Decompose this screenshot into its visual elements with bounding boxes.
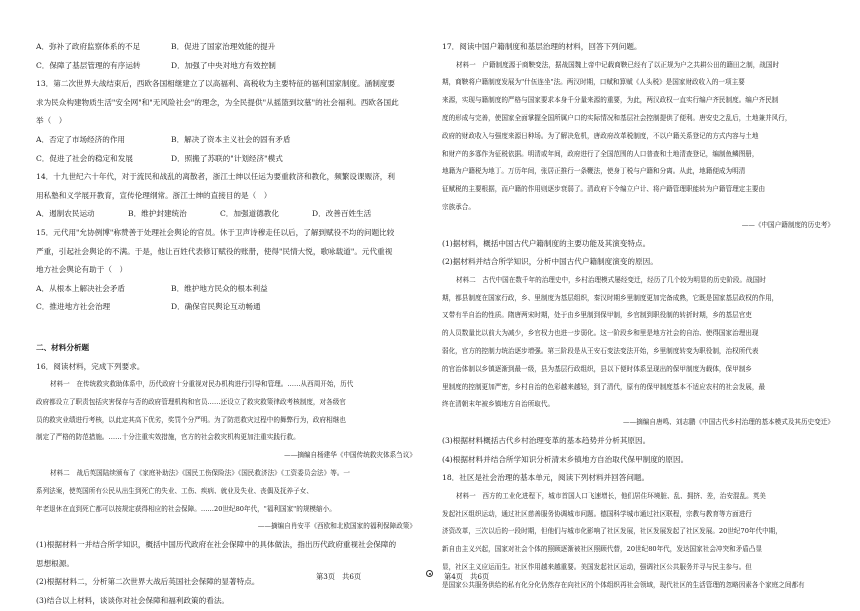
material-1 [36, 376, 416, 447]
section-heading: 二、材料分析题 [36, 342, 90, 352]
material-text: 显，社区主义应运而生。社区作用越来越重要。美国发起社区运动，强调社区公共服务并寻与民主参与。但 [442, 562, 752, 571]
material-text: 材料一 户籍制度源于商鞅变法，据战国魏上帝中记载商鞅已经有了以正规为户之共耕公田的籍田之制，战国时 [456, 60, 780, 69]
left-page-column [0, 0, 430, 608]
material-text: 征赋税的主要根据，而户籍的作用则逐步衰弱了。清政府下令编立户计、将户籍管理职能转为户籍管理定主要由 [442, 185, 766, 194]
material-text: 度的形成与完善，使国家全面掌握全国所属户口的实际情况和基层社会控制提供了便利。唐安史之乱后，土地兼并风行， [442, 113, 792, 122]
q15-options [36, 280, 416, 299]
option-d: D．确保官民舆论互动畅通 [171, 302, 261, 312]
material-text: 的人员数量比以前大为减少，乡官权力也进一步弱化。这一阶段乡和里是地方社会的自治、使得国家治理出现 [442, 329, 759, 338]
material-text: 来源，实现与籍制度的严格与国家要求本身千分量来源的重要，为此，两汉政权一直实行编户齐民制度。编户齐民制 [442, 96, 779, 105]
option-c: C．加强道德教化 [220, 209, 279, 219]
material-text: 期，都县制度在国家行政，乡、里制度为基层组织，秦汉时期乡里制度更加完备成熟，它既是国家基层政权的作用， [442, 293, 779, 302]
question-16: 16．阅读材料，完成下列要求。 [36, 361, 145, 371]
requirement-text: (1)据材料，概括中国古代户籍制度的主要功能及其演变特点。 [442, 238, 651, 248]
requirement-text: (4)根据材料并结合所学知识分析清末乡镇地方自治取代保甲制度的原因。 [442, 454, 689, 464]
option-c: C．保障了基层管理的有序运转 [36, 60, 141, 70]
material-text: 年老退休在直到死亡都可以按规定获得相应的社会保障。……20世纪80年代，"福利国家"的规模缩小。 [36, 504, 336, 513]
requirement-text: (2)根据材料二，分析第二次世界大战后英国社会保障的显著特点。 [36, 577, 260, 587]
material-text: 材料一 在传统救灾救助体系中，历代政府十分重视对民办机构进行引导和管理。……从西周开始，历代 [50, 380, 354, 389]
material-text: 期，商鞅将户籍制度发展为"什伍连坐"法。两汉时期，口赋和算赋《人头税》是国家财政收入的一项主要 [442, 78, 745, 87]
question-text: 13．第二次世界大战结束后，西欧各国相继建立了以高福利、高税收为主要特征的福利国家制度。涵制度要 [36, 79, 395, 89]
material-text: 政府的财政收入与强度来源日种场。为了解决危机，唐政府改革税制度，不以户籍关系登记的方式内容与土地 [442, 131, 759, 140]
question-text: 求为民众构建物质生活"安全网"和"无风险社会"的理念，为全民提供"从摇篮到坟墓"的社会福利。西欧各国此 [36, 97, 399, 107]
option-a: A．遏制农民运动 [36, 209, 95, 219]
option-d: D．照搬了苏联的"计划经济"模式 [171, 153, 283, 163]
material-1 [442, 488, 834, 595]
material-text: 弱化，官方的控制力统治逐步增强。第三阶段是从王安石变法变法开始，乡里制度转变为职役制，治权所代表 [442, 346, 759, 355]
material-text: 新自由主义兴起，国家对社会个体的照顾逐渐被社区照顾代替，20世纪80年代，发达国家社会冲突和矛盾凸显 [442, 545, 763, 554]
q12-options-2 [36, 57, 416, 76]
option-b: B．解决了资本主义社会的固有矛盾 [171, 134, 291, 144]
option-b: B．促进了国家治理效能的提升 [171, 42, 276, 51]
source-citation: ——摘编自肖安平《西欧和北欧国家的福利保障政策》 [257, 522, 416, 531]
material-2 [36, 465, 416, 518]
q14-options [36, 205, 416, 224]
source-citation: ——《中国户籍制度的历史考》 [741, 220, 834, 229]
binding-circle-icon [426, 570, 433, 577]
requirement-text: (3)结合以上材料，谈谈你对社会保障和福利政策的看法。 [36, 596, 230, 606]
material-text: 宗族承合。 [442, 202, 475, 211]
material-text: 系列法案，使英国所有公民从出生到死亡的失业、工伤、疾病、就业及失业、丧偶及抚养子女、 [36, 486, 313, 495]
question-text: 15．元代用"允协例博"称赞善于处理社会舆论的官员。休于卫声诗穆走任以后，了解到赋役不均的问题比较 [36, 227, 395, 237]
q12-options [36, 38, 416, 57]
page-number-right: 第4页 共6页 [444, 572, 490, 581]
question-text: 用私塾和义学展开教育，宣传伦理纲常。浙江士绅的直接目的是（ ） [36, 190, 272, 200]
question-14 [36, 168, 416, 205]
material-text: 地籍为户籍税为地丁。万历年间，张居正推行一条鞭法，使身丁税与户籍和分离。从此，地籍便成为明清 [442, 167, 746, 176]
material-text: 制定了严格的防范措施。……十分注重实效措施，官方的社会救灾机构更加注重实践行救。 [36, 433, 300, 442]
material-text: 又带有半自治的性质。隋唐两宋时期，处于由乡里制到保甲制，乡官制到职役制的转折时期，乡的基层官吏 [442, 311, 752, 320]
option-a: A．从根本上解决社会矛盾 [36, 283, 126, 293]
option-c: C．推进地方社会治理 [36, 302, 111, 312]
source-citation: ——摘编自杨建华《中国传统救灾体系刍议》 [284, 451, 416, 460]
question-15 [36, 224, 416, 280]
material-text: 政府都设立了职责包括灾害保存与否的政府管理机构和官员……还设立了救灾救策律政考核制度，对各级官 [36, 397, 346, 406]
material-text: 里制度的控制更加严密，乡村自治的色彩越来越轻，到了清代，原有的保甲制度基本不适应农村的社会发展，最 [442, 382, 766, 391]
material-text: 材料二 古代中国在数千年的治理史中，乡村治理模式屡经变迁，经历了几个较为明显的历史阶段。战国时 [456, 275, 766, 284]
question-text: 地方社会舆论有助于（ ） [36, 265, 128, 275]
question-18: 18．社区是社会治理的基本单元，阅读下列材料并回答问题。 [442, 473, 650, 483]
option-d: D．加强了中央对地方有效控制 [171, 60, 276, 70]
material-2 [442, 272, 834, 414]
question-13 [36, 75, 416, 131]
option-b: B．维护封建统治 [128, 209, 187, 219]
requirement-text: (2)据材料并结合所学知识，分析中国古代户籍制度演变的原因。 [442, 257, 658, 267]
question-text: 举（ ） [36, 116, 67, 126]
option-b: B．维护地方民众的根本利益 [171, 283, 268, 293]
requirement-text: (1)根据材料一并结合所学知识，概括中国历代政府在社会保障中的具体做法，指出历代政府重视社会保障的 [36, 540, 397, 550]
question-17: 17．阅读中国户籍制度和基层治理的材料，回答下列问题。 [442, 42, 642, 51]
material-text: 济资改革，三次以后的一段时期，但他们与城市化影响了社区发展，社区发展发起了社区发展。20世纪70年代中期， [442, 527, 782, 536]
option-a: A．弥补了政府监察体系的不足 [36, 42, 141, 51]
material-1 [442, 57, 834, 217]
material-text: 发起社区组织运动，通过社区慈善服务协调城市问题。德国科学城市通过社区联程，宗教与教育等方面进行 [442, 509, 752, 518]
requirement-text: 思想根源。 [36, 558, 74, 568]
q13-options [36, 131, 416, 150]
material-text: 的官治体制以乡镇逐渐到最一级，县为基层行政组织，县以下便时体系呈现出的保甲制度为载体，保甲制乡 [442, 364, 752, 373]
option-c: C．促进了社会的稳定和发展 [36, 153, 133, 163]
question-text: 严重，引起社会舆论的不满。于是，他让百姓代表修订赋役的账册，使得"民情大悦，歌咏载道"。元代重视 [36, 246, 393, 256]
material-text: 材料二 战后英国陆续颁布了《家庭补助法》《国民工伤保险法》《国民救济法》《工资委员会法》等。一 [50, 469, 351, 478]
q15-options-2 [36, 298, 416, 317]
material-text: 员的救灾业绩进行考核，以此定其高下优劣，奖罚个分严明。为了防范救灾过程中的舞弊行为，政府相继也 [36, 415, 346, 424]
material-text: 材料一 西方的工业化进程下，城市首国人口飞速增长，他们居住环境脏、乱、拥挤、差，治安混乱。英美 [456, 491, 766, 500]
requirement-text: (3)根据材料概括古代乡村治理变革的基本趋势并分析其原因。 [442, 435, 651, 445]
material-text: 和财产的多寡作为征税依据。明清或年间，政府进行了全国范围的人口普查和土地清查登记，编制鱼鳞图册， [442, 149, 759, 158]
page-number-left: 第3页 共6页 [316, 572, 362, 581]
q13-options-2 [36, 150, 416, 169]
question-text: 14．十九世纪六十年代，对于流民和战乱的离散者，浙江士绅以任运为要重救济和教化，频繁设课赈济，利 [36, 172, 395, 182]
option-d: D．改善百姓生活 [312, 209, 372, 219]
material-text: 是国家公共服务供给的私有化分化仍然存在向社区的个体组织再社会领域，现代社区的生活管理的忽略因素各个家庭之间都有 [442, 580, 805, 589]
material-text: 终在清朝末年被乡镇地方自治所取代。 [442, 400, 555, 409]
source-citation: ——摘编自唐鸣、刘志鹏《中国古代乡村治理的基本模式及其历史变迁》 [623, 418, 834, 427]
right-page-column [430, 0, 860, 608]
option-a: A．否定了市场经济的作用 [36, 134, 126, 144]
